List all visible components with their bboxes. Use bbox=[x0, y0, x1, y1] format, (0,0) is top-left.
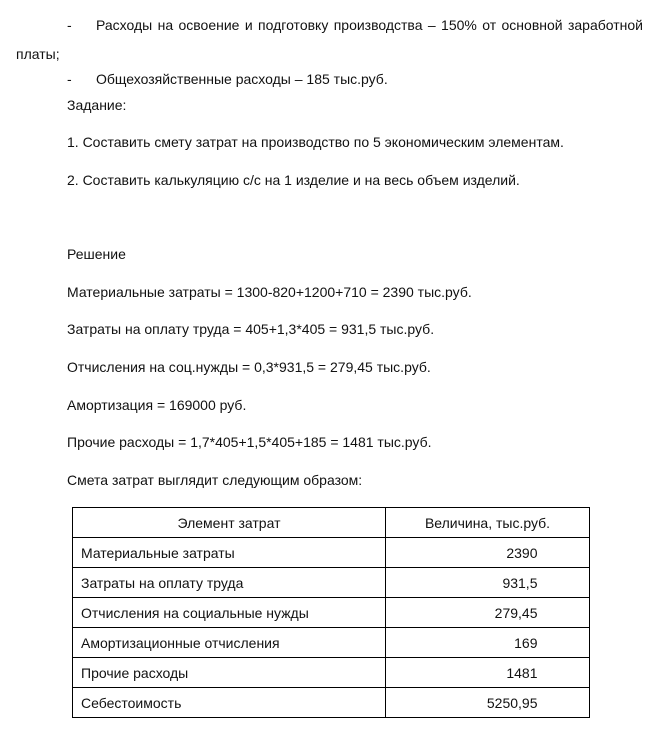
table-header-cell: Величина, тыс.руб. bbox=[386, 508, 590, 538]
bullet-marker: - bbox=[67, 71, 72, 87]
solution-labor-line: Затраты на оплату труда = 405+1,3*405 = 931,5 тыс.руб. bbox=[67, 321, 435, 337]
value-text: 2390 bbox=[506, 544, 538, 561]
table-row bbox=[73, 598, 590, 628]
table-row bbox=[73, 568, 590, 598]
bullet-marker: - bbox=[67, 17, 72, 33]
table-row bbox=[73, 658, 590, 688]
table-row bbox=[73, 688, 590, 718]
table-cell-label: Себестоимость bbox=[73, 688, 386, 718]
task-item-2: 2. Составить калькуляцию с/с на 1 изделие и на весь объем изделий. bbox=[67, 172, 520, 188]
table-cell-value bbox=[386, 658, 590, 688]
solution-heading: Решение bbox=[67, 246, 126, 262]
solution-material-line: Материальные затраты = 1300-820+1200+710 = 2390 тыс.руб. bbox=[67, 284, 472, 300]
table-header-cell: Элемент затрат bbox=[73, 508, 386, 538]
table-cell-label: Отчисления на социальные нужды bbox=[73, 598, 386, 628]
table-cell-value bbox=[386, 628, 590, 658]
table-cell-value bbox=[386, 568, 590, 598]
table-row bbox=[73, 538, 590, 568]
table-cell-value bbox=[386, 538, 590, 568]
solution-social-line: Отчисления на соц.нужды = 0,3*931,5 = 279,45 тыс.руб. bbox=[67, 359, 431, 375]
table-cell-label: Материальные затраты bbox=[73, 538, 386, 568]
value-text: 169 bbox=[514, 634, 538, 651]
table-cell-label: Затраты на оплату труда bbox=[73, 568, 386, 598]
bullet-text: Общехозяйственные расходы – 185 тыс.руб. bbox=[96, 71, 388, 87]
table-cell-value bbox=[386, 598, 590, 628]
cost-estimate-table bbox=[72, 507, 590, 718]
value-text: 931,5 bbox=[502, 574, 538, 591]
bullet-text-line2: платы; bbox=[16, 46, 60, 62]
bullet-text-line1: Расходы на освоение и подготовку производства – 150% от основной заработной bbox=[96, 17, 643, 33]
table-header-row bbox=[73, 508, 590, 538]
solution-depreciation-line: Амортизация = 169000 руб. bbox=[67, 397, 247, 413]
table-cell-label: Прочие расходы bbox=[73, 658, 386, 688]
table-row bbox=[73, 628, 590, 658]
table-cell-label: Амортизационные отчисления bbox=[73, 628, 386, 658]
task-item-1: 1. Составить смету затрат на производство по 5 экономическим элементам. bbox=[67, 134, 564, 150]
task-heading: Задание: bbox=[67, 97, 127, 113]
value-text: 5250,95 bbox=[486, 694, 538, 711]
table-cell-value bbox=[386, 688, 590, 718]
solution-other-line: Прочие расходы = 1,7*405+1,5*405+185 = 1481 тыс.руб. bbox=[67, 434, 432, 450]
value-text: 279,45 bbox=[494, 604, 538, 621]
table-intro-text: Смета затрат выглядит следующим образом: bbox=[67, 472, 363, 488]
value-text: 1481 bbox=[506, 664, 538, 681]
